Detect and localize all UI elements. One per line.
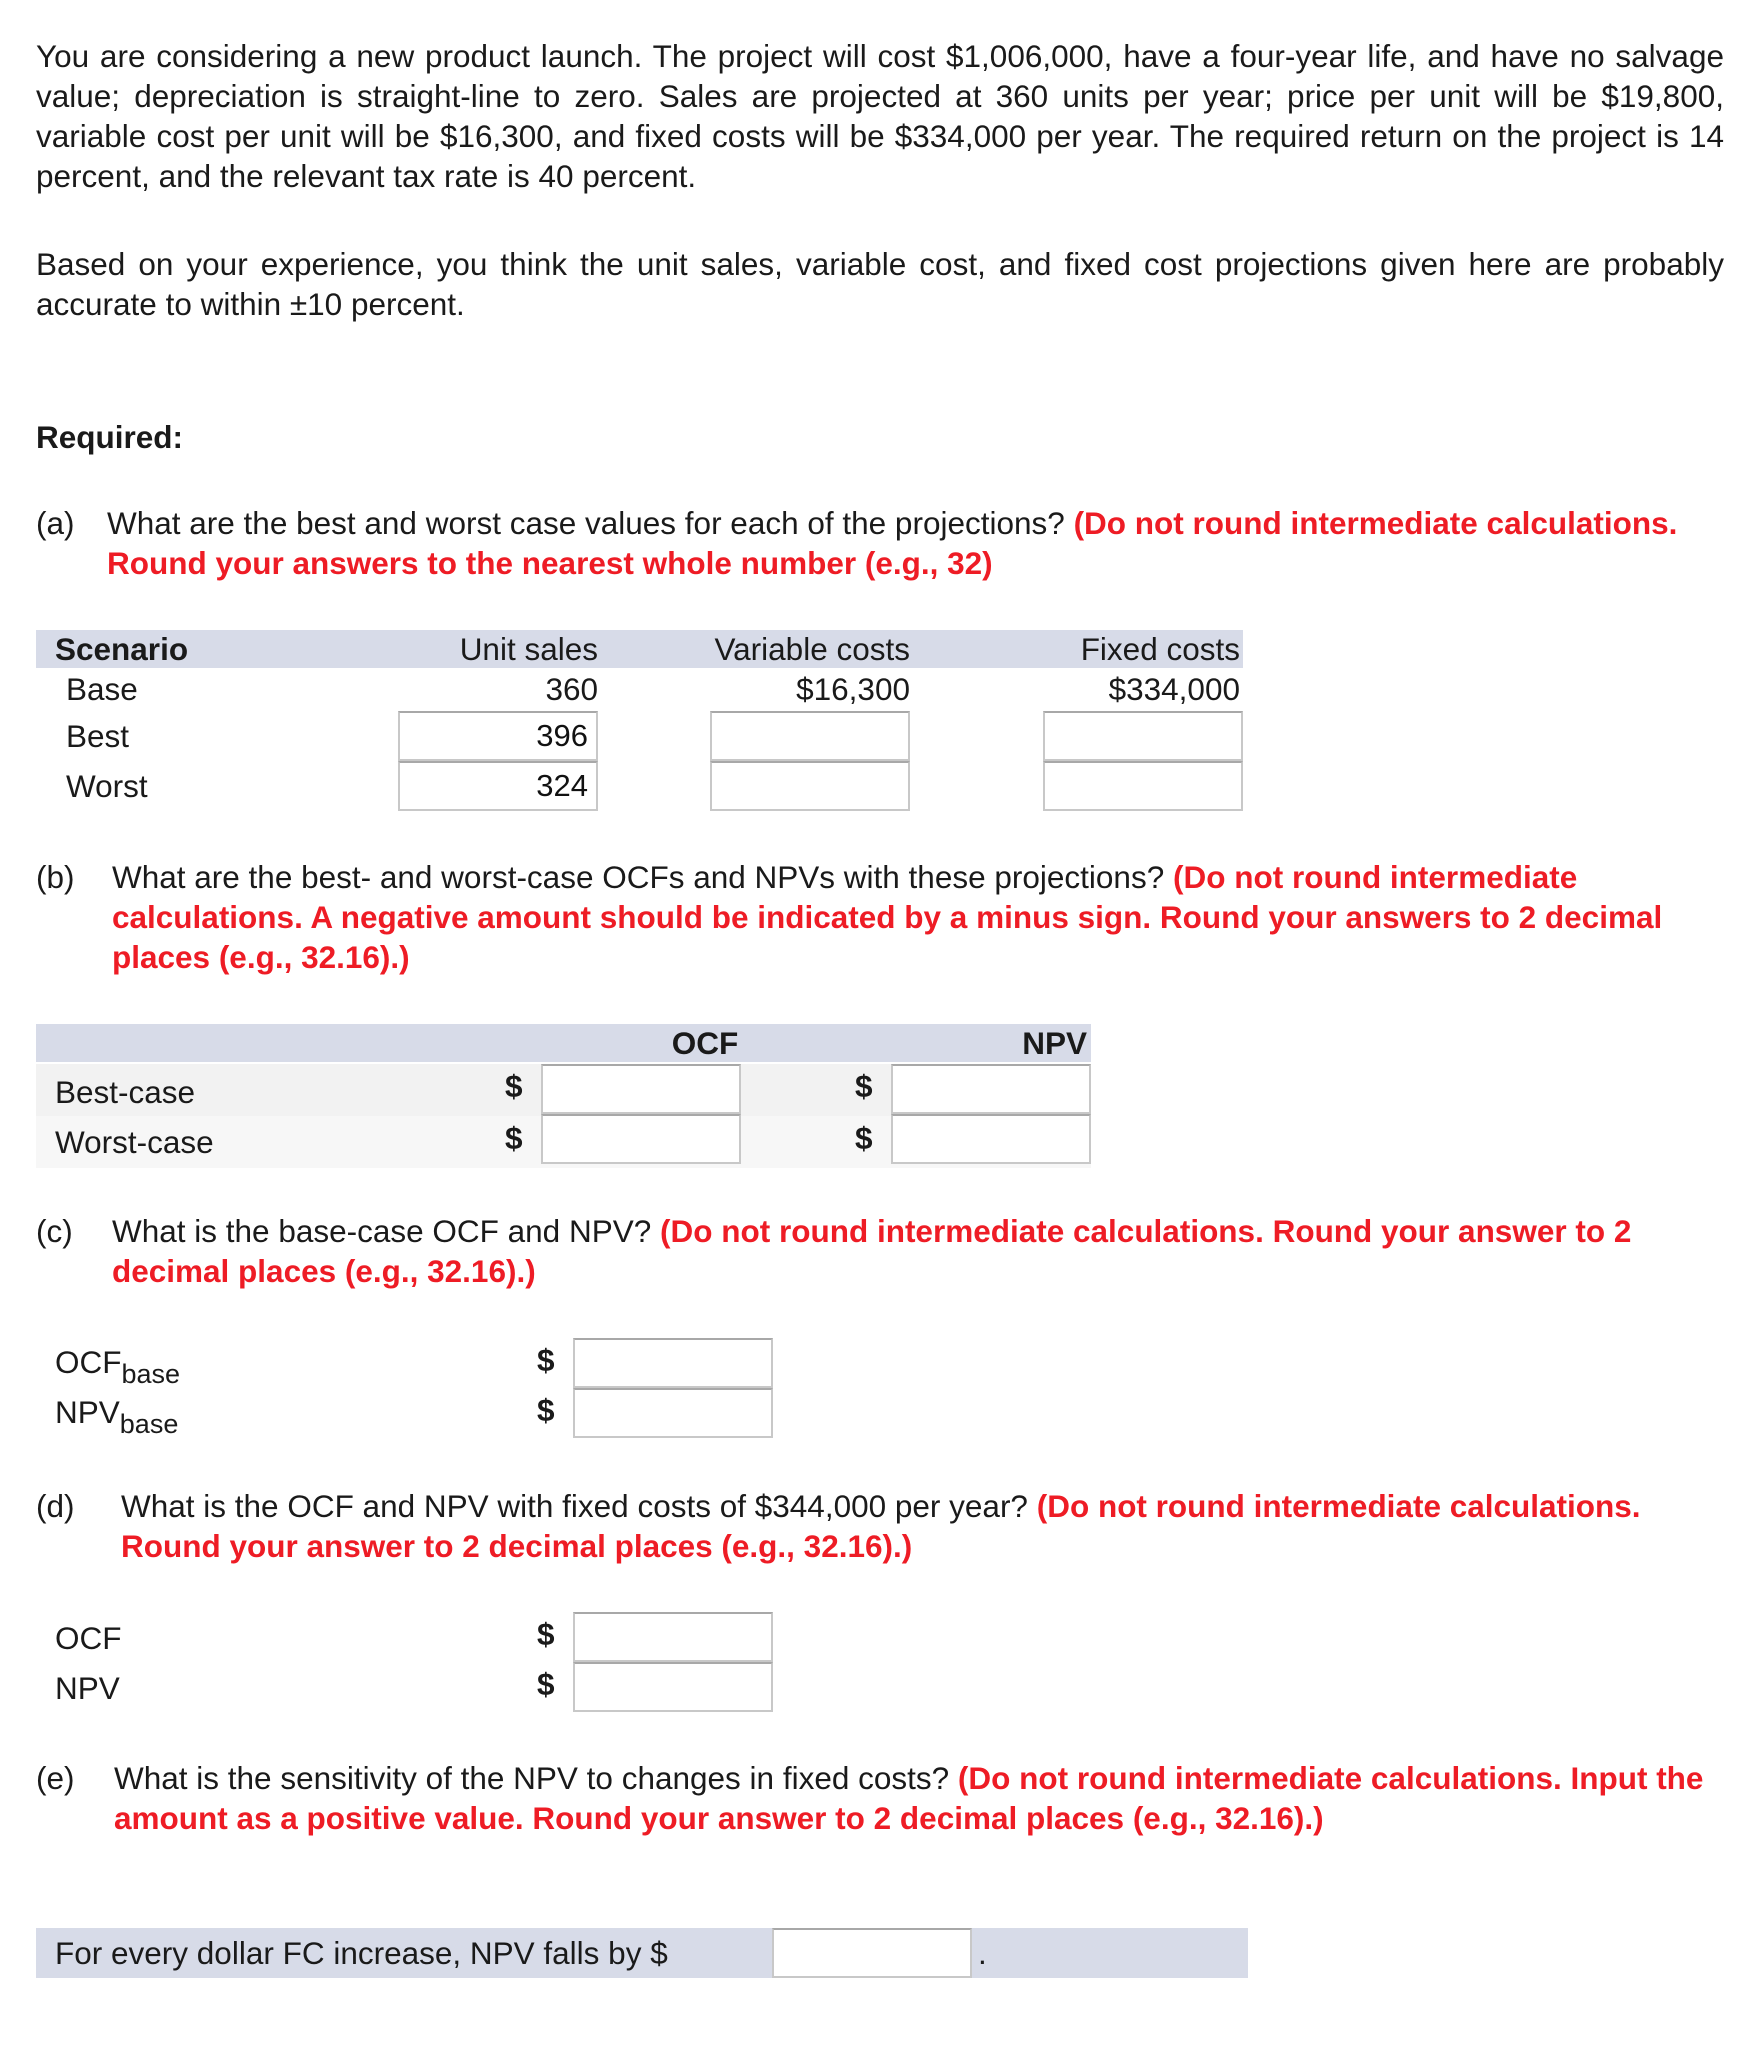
best-variable-costs-input[interactable] <box>710 711 910 761</box>
part-e-question-text: What is the sensitivity of the NPV to changes in fixed costs? <box>114 1760 950 1796</box>
part-e-question <box>36 1758 1736 1888</box>
ocf-currency: $ <box>537 1616 555 1652</box>
part-b-question <box>36 857 1736 987</box>
intro-paragraph: You are considering a new product launch. The project will cost $1,006,000, have a four-year life, and have no salvage value; depreciation is straight-line to zero. Sales are projected at 360 units per year; price per unit will be $19,800, variable cost per unit will be $16,300, and fixed costs will be $334,000 per year. The required return on the project is 14 percent, and the relevant tax rate is 40 percent. <box>36 38 1724 194</box>
part-b-label: (b) <box>36 859 75 895</box>
base-fixed-costs: $334,000 <box>1108 671 1240 707</box>
required-heading: Required: <box>36 419 184 455</box>
best-ocf-currency: $ <box>505 1068 523 1104</box>
row-best-label: Best <box>66 718 130 754</box>
part-d-instruction: (Do not round intermediate calculations. Round your answer to 2 decimal places (e.g., 32.16).) <box>121 1488 1641 1564</box>
header-variable-costs: Variable costs <box>714 631 910 667</box>
part-a-question-text: What are the best and worst case values for each of the projections? <box>107 505 1065 541</box>
best-case-npv-input[interactable] <box>891 1064 1091 1114</box>
npv-base-input[interactable] <box>573 1388 773 1438</box>
header-scenario: Scenario <box>55 631 189 667</box>
worst-case-ocf-input[interactable] <box>541 1114 741 1164</box>
part-d-label: (d) <box>36 1488 75 1524</box>
ocf-base-label: $OCF_{base}$ <box>55 1344 181 1389</box>
part-d-question <box>36 1486 1736 1576</box>
part-e-instruction: (Do not round intermediate calculations. Input the amount as a positive value. Round your answer to 2 decimal places (e.g., 32.16).) <box>114 1760 1704 1836</box>
part-c-label: (c) <box>36 1213 73 1249</box>
part-e-label: (e) <box>36 1760 75 1796</box>
npv-currency: $ <box>537 1666 555 1702</box>
ocf-base-currency: $ <box>537 1342 555 1378</box>
ocf-base-input[interactable] <box>573 1338 773 1388</box>
worst-variable-costs-input[interactable] <box>710 761 910 811</box>
header-fixed-costs: Fixed costs <box>1080 631 1240 667</box>
sensitivity-sentence: For every dollar FC increase, NPV falls by $ <box>55 1935 668 1971</box>
worst-case-label: Worst-case <box>55 1124 214 1160</box>
npv-label: NPV <box>55 1670 120 1706</box>
part-c-question <box>36 1211 1736 1301</box>
part-a-question <box>36 503 1736 593</box>
part-d-question-text: What is the OCF and NPV with fixed costs of $344,000 per year? <box>121 1488 1028 1524</box>
part-b-instruction: (Do not round intermediate calculations. A negative amount should be indicated by a minus sign. Round your answers to 2 decimal places (e.g., 32.16).) <box>112 859 1663 975</box>
accuracy-paragraph: Based on your experience, you think the unit sales, variable cost, and fixed cost projections given here are probably accurate to within ±10 percent. <box>36 246 1724 322</box>
best-fixed-costs-input[interactable] <box>1043 711 1243 761</box>
worst-unit-sales-input[interactable] <box>398 761 598 811</box>
ocf-label: OCF <box>55 1620 122 1656</box>
part-a-label: (a) <box>36 505 75 541</box>
part-b-question-text: What are the best- and worst-case OCFs and NPVs with these projections? <box>112 859 1165 895</box>
best-npv-currency: $ <box>855 1068 873 1104</box>
part-a-instruction: (Do not round intermediate calculations. Round your answers to the nearest whole number (e.g., 32) <box>107 505 1678 581</box>
worst-fixed-costs-input[interactable] <box>1043 761 1243 811</box>
row-worst-label: Worst <box>66 768 148 804</box>
best-case-label: Best-case <box>55 1074 196 1110</box>
npv-base-label: $NPV_{base}$ <box>55 1394 179 1439</box>
best-case-ocf-input[interactable] <box>541 1064 741 1114</box>
sensitivity-period: . <box>978 1935 987 1971</box>
row-base-label: Base <box>66 671 138 707</box>
header-npv: NPV <box>1022 1025 1087 1061</box>
header-ocf: OCF <box>671 1025 739 1061</box>
best-unit-sales-input[interactable] <box>398 711 598 761</box>
ocf-fc-input[interactable] <box>573 1612 773 1662</box>
worst-ocf-currency: $ <box>505 1120 523 1156</box>
part-c-instruction: (Do not round intermediate calculations. Round your answer to 2 decimal places (e.g., 32.16).) <box>112 1213 1632 1289</box>
part-c-question-text: What is the base-case OCF and NPV? <box>112 1213 652 1249</box>
base-variable-costs: $16,300 <box>796 671 910 707</box>
base-unit-sales: 360 <box>545 671 598 707</box>
sensitivity-input[interactable] <box>772 1928 972 1978</box>
worst-npv-currency: $ <box>855 1120 873 1156</box>
worst-case-npv-input[interactable] <box>891 1114 1091 1164</box>
header-unit-sales: Unit sales <box>459 631 598 667</box>
npv-fc-input[interactable] <box>573 1662 773 1712</box>
npv-base-currency: $ <box>537 1392 555 1428</box>
